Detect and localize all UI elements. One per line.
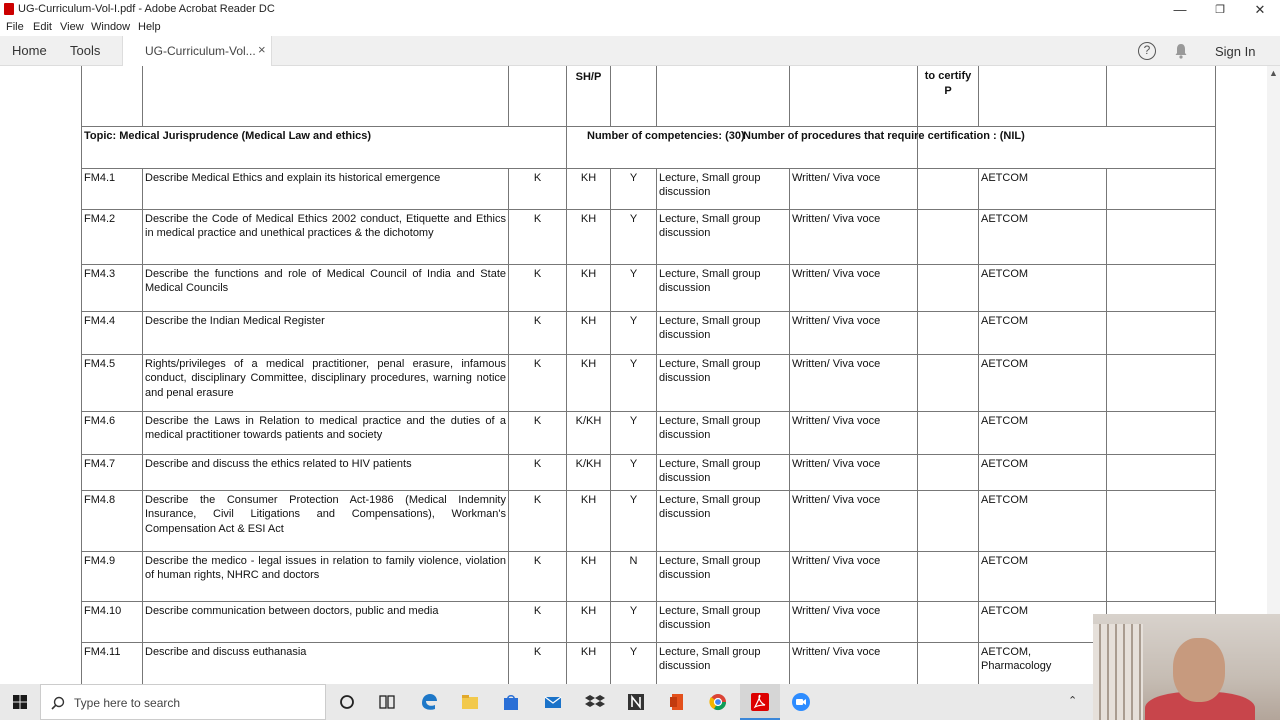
header-cell — [1107, 66, 1216, 126]
cell-code: FM4.1 — [82, 168, 143, 209]
cell-description: Describe Medical Ethics and explain its historical emergence — [143, 168, 509, 209]
procedure-count: Number of procedures that require certification : (NIL) — [743, 129, 1025, 142]
cell-teaching-method: Lecture, Small group discussion — [657, 490, 790, 551]
cell-assessment: Written/ Viva voce — [790, 642, 918, 684]
bell-icon[interactable] — [1173, 43, 1189, 59]
cell-certification — [918, 354, 979, 411]
dropbox-icon[interactable] — [585, 692, 605, 712]
cell-description: Describe communication between doctors, public and media — [143, 601, 509, 642]
cell-empty — [1107, 311, 1216, 354]
cell-code: FM4.10 — [82, 601, 143, 642]
webcam-background — [1093, 624, 1143, 720]
taskbar-search-box[interactable] — [40, 684, 326, 720]
menu-window[interactable]: Window — [91, 21, 131, 33]
cell-empty — [1107, 490, 1216, 551]
scroll-up-arrow-icon[interactable]: ▲ — [1269, 68, 1278, 78]
webcam-overlay — [1093, 614, 1280, 720]
cell-certification — [918, 411, 979, 454]
cell-empty — [1107, 264, 1216, 311]
cell-core: Y — [611, 209, 657, 264]
menu-edit[interactable]: Edit — [33, 21, 52, 33]
maximize-button[interactable]: ❐ — [1215, 4, 1225, 16]
cell-teaching-method: Lecture, Small group discussion — [657, 264, 790, 311]
header-cell — [979, 66, 1107, 126]
topic-title: Topic: Medical Jurisprudence (Medical Law and ethics) — [84, 129, 372, 142]
header-cell — [790, 66, 918, 126]
close-window-button[interactable]: ✕ — [1254, 2, 1266, 17]
cell-domain: K — [509, 601, 567, 642]
table-row — [82, 454, 1216, 490]
cell-code: FM4.8 — [82, 490, 143, 551]
cell-code: FM4.3 — [82, 264, 143, 311]
cell-assessment: Written/ Viva voce — [790, 264, 918, 311]
cell-empty — [1107, 168, 1216, 209]
home-tab[interactable]: Home — [12, 43, 47, 58]
search-placeholder: Type here to search — [74, 696, 181, 710]
document-tab-label: UG-Curriculum-Vol... — [145, 44, 256, 58]
cell-integration: AETCOM — [979, 551, 1107, 601]
cell-level: KH — [567, 490, 611, 551]
tools-tab[interactable]: Tools — [70, 43, 101, 58]
procedure-count-cell — [743, 126, 1216, 168]
table-row — [82, 168, 1216, 209]
cell-core: Y — [611, 454, 657, 490]
cell-assessment: Written/ Viva voce — [790, 354, 918, 411]
cell-level: KH — [567, 354, 611, 411]
cell-teaching-method: Lecture, Small group discussion — [657, 311, 790, 354]
cell-assessment: Written/ Viva voce — [790, 601, 918, 642]
cell-description: Describe and discuss euthanasia — [143, 642, 509, 684]
table-row — [82, 642, 1216, 684]
header-cell — [82, 66, 143, 126]
cell-assessment: Written/ Viva voce — [790, 411, 918, 454]
cell-domain: K — [509, 454, 567, 490]
cell-assessment: Written/ Viva voce — [790, 551, 918, 601]
cell-integration: AETCOM, Pharmacology — [979, 642, 1107, 684]
close-tab-icon[interactable]: × — [258, 42, 266, 57]
document-viewport[interactable] — [0, 66, 1267, 684]
cell-certification — [918, 168, 979, 209]
table-row — [82, 209, 1216, 264]
table-row — [82, 601, 1216, 642]
cell-code: FM4.4 — [82, 311, 143, 354]
cell-empty — [1107, 209, 1216, 264]
cell-description: Describe the Indian Medical Register — [143, 311, 509, 354]
cell-domain: K — [509, 168, 567, 209]
cell-core: N — [611, 551, 657, 601]
cell-core: Y — [611, 490, 657, 551]
cell-certification — [918, 311, 979, 354]
cell-code: FM4.2 — [82, 209, 143, 264]
competency-table — [81, 66, 1216, 684]
cell-core: Y — [611, 354, 657, 411]
header-text: P — [944, 84, 952, 97]
cell-certification — [918, 490, 979, 551]
cell-teaching-method: Lecture, Small group discussion — [657, 454, 790, 490]
cell-domain: K — [509, 551, 567, 601]
cell-core: Y — [611, 168, 657, 209]
cell-integration: AETCOM — [979, 209, 1107, 264]
cell-teaching-method: Lecture, Small group discussion — [657, 354, 790, 411]
acrobat-app-icon — [4, 3, 14, 15]
cell-level: KH — [567, 642, 611, 684]
cell-teaching-method: Lecture, Small group discussion — [657, 551, 790, 601]
cell-description: Describe the Consumer Protection Act-1986 (Medical Indemnity Insurance, Civil Litigations and Compensations), Workman's Compensation Act & ESI Act — [143, 490, 509, 551]
task-view-icon[interactable] — [377, 692, 397, 712]
header-text: SH/P — [575, 71, 602, 83]
cell-level: KH — [567, 264, 611, 311]
cell-empty — [1107, 454, 1216, 490]
cell-empty — [1107, 551, 1216, 601]
tray-chevron-up-icon[interactable]: ⌃ — [1068, 695, 1078, 707]
cell-description: Describe the Code of Medical Ethics 2002 conduct, Etiquette and Ethics in medical practice and unethical practices & the dichotomy — [143, 209, 509, 264]
header-cell — [657, 66, 790, 126]
search-icon — [51, 696, 65, 710]
cell-level: KH — [567, 209, 611, 264]
presenter-figure — [1173, 638, 1225, 702]
sign-in-button[interactable]: Sign In — [1215, 44, 1256, 59]
window-title: UG-Curriculum-Vol-I.pdf - Adobe Acrobat Reader DC — [18, 3, 275, 15]
notion-icon[interactable] — [626, 692, 646, 712]
cell-level: KH — [567, 311, 611, 354]
minimize-button[interactable]: — — [1173, 2, 1187, 17]
file-explorer-icon[interactable] — [460, 692, 480, 712]
cell-description: Describe the medico - legal issues in relation to family violence, violation of human rights, NHRC and doctors — [143, 551, 509, 601]
cell-integration: AETCOM — [979, 601, 1107, 642]
cell-assessment: Written/ Viva voce — [790, 168, 918, 209]
competency-count: Number of competencies: (30) — [587, 129, 745, 142]
acrobat-icon — [750, 692, 770, 712]
windows-start-icon[interactable] — [0, 684, 40, 720]
cell-integration: AETCOM — [979, 411, 1107, 454]
cell-code: FM4.6 — [82, 411, 143, 454]
cell-certification — [918, 601, 979, 642]
header-cell — [611, 66, 657, 126]
cell-assessment: Written/ Viva voce — [790, 209, 918, 264]
topic-cell — [82, 126, 567, 168]
cell-core: Y — [611, 601, 657, 642]
windows-taskbar — [0, 684, 1280, 720]
cell-integration: AETCOM — [979, 168, 1107, 209]
cell-code: FM4.11 — [82, 642, 143, 684]
header-cell — [143, 66, 509, 126]
cell-core: Y — [611, 264, 657, 311]
header-cell — [918, 66, 979, 126]
table-row — [82, 264, 1216, 311]
cell-teaching-method: Lecture, Small group discussion — [657, 209, 790, 264]
cell-domain: K — [509, 311, 567, 354]
cell-description: Describe and discuss the ethics related to HIV patients — [143, 454, 509, 490]
cell-integration: AETCOM — [979, 354, 1107, 411]
chrome-icon[interactable] — [708, 692, 728, 712]
cell-domain: K — [509, 490, 567, 551]
cortana-icon[interactable] — [337, 692, 357, 712]
cell-domain: K — [509, 642, 567, 684]
cell-integration: AETCOM — [979, 454, 1107, 490]
cell-assessment: Written/ Viva voce — [790, 311, 918, 354]
cell-core: Y — [611, 642, 657, 684]
cell-teaching-method: Lecture, Small group discussion — [657, 168, 790, 209]
cell-empty — [1107, 411, 1216, 454]
cell-code: FM4.5 — [82, 354, 143, 411]
menu-file[interactable]: File — [6, 21, 24, 33]
cell-description: Describe the functions and role of Medical Council of India and State Medical Councils — [143, 264, 509, 311]
cell-description: Describe the Laws in Relation to medical practice and the duties of a medical practitioner towards patients and society — [143, 411, 509, 454]
table-row — [82, 490, 1216, 551]
cell-empty — [1107, 354, 1216, 411]
cell-description: Rights/privileges of a medical practitioner, penal erasure, infamous conduct, disciplinary Committee, disciplinary procedures, warning notice and penal erasure — [143, 354, 509, 411]
cell-certification — [918, 454, 979, 490]
cell-level: KH — [567, 551, 611, 601]
cell-teaching-method: Lecture, Small group discussion — [657, 642, 790, 684]
cell-certification — [918, 551, 979, 601]
office-icon[interactable] — [667, 692, 687, 712]
cell-integration: AETCOM — [979, 490, 1107, 551]
cell-domain: K — [509, 264, 567, 311]
cell-teaching-method: Lecture, Small group discussion — [657, 601, 790, 642]
menu-bar — [0, 20, 1280, 36]
header-cell — [567, 66, 611, 126]
store-icon[interactable] — [501, 692, 521, 712]
cell-domain: K — [509, 354, 567, 411]
cell-level: KH — [567, 601, 611, 642]
mail-icon[interactable] — [543, 692, 563, 712]
cell-level: K/KH — [567, 411, 611, 454]
cell-certification — [918, 209, 979, 264]
edge-browser-icon[interactable] — [419, 692, 439, 712]
help-icon[interactable]: ? — [1138, 42, 1156, 60]
cell-assessment: Written/ Viva voce — [790, 454, 918, 490]
table-row — [82, 551, 1216, 601]
table-row — [82, 311, 1216, 354]
cell-level: KH — [567, 168, 611, 209]
cell-domain: K — [509, 209, 567, 264]
table-row — [82, 411, 1216, 454]
table-row — [82, 354, 1216, 411]
vertical-scrollbar[interactable] — [1267, 66, 1280, 684]
cell-level: K/KH — [567, 454, 611, 490]
table-header-row — [82, 66, 1216, 126]
cell-certification — [918, 264, 979, 311]
cell-integration: AETCOM — [979, 311, 1107, 354]
cell-code: FM4.7 — [82, 454, 143, 490]
document-tab[interactable] — [122, 36, 272, 66]
cell-certification — [918, 642, 979, 684]
cell-code: FM4.9 — [82, 551, 143, 601]
acrobat-taskbar-button[interactable] — [740, 684, 780, 720]
cell-domain: K — [509, 411, 567, 454]
title-bar — [0, 0, 1280, 20]
cell-core: Y — [611, 411, 657, 454]
zoom-icon[interactable] — [791, 692, 811, 712]
cell-integration: AETCOM — [979, 264, 1107, 311]
tab-bar — [0, 36, 1280, 66]
menu-view[interactable]: View — [60, 21, 84, 33]
cell-assessment: Written/ Viva voce — [790, 490, 918, 551]
header-text: to certify — [924, 70, 972, 82]
cell-teaching-method: Lecture, Small group discussion — [657, 411, 790, 454]
cell-core: Y — [611, 311, 657, 354]
header-cell — [509, 66, 567, 126]
topic-row — [82, 126, 1216, 168]
menu-help[interactable]: Help — [138, 21, 161, 33]
